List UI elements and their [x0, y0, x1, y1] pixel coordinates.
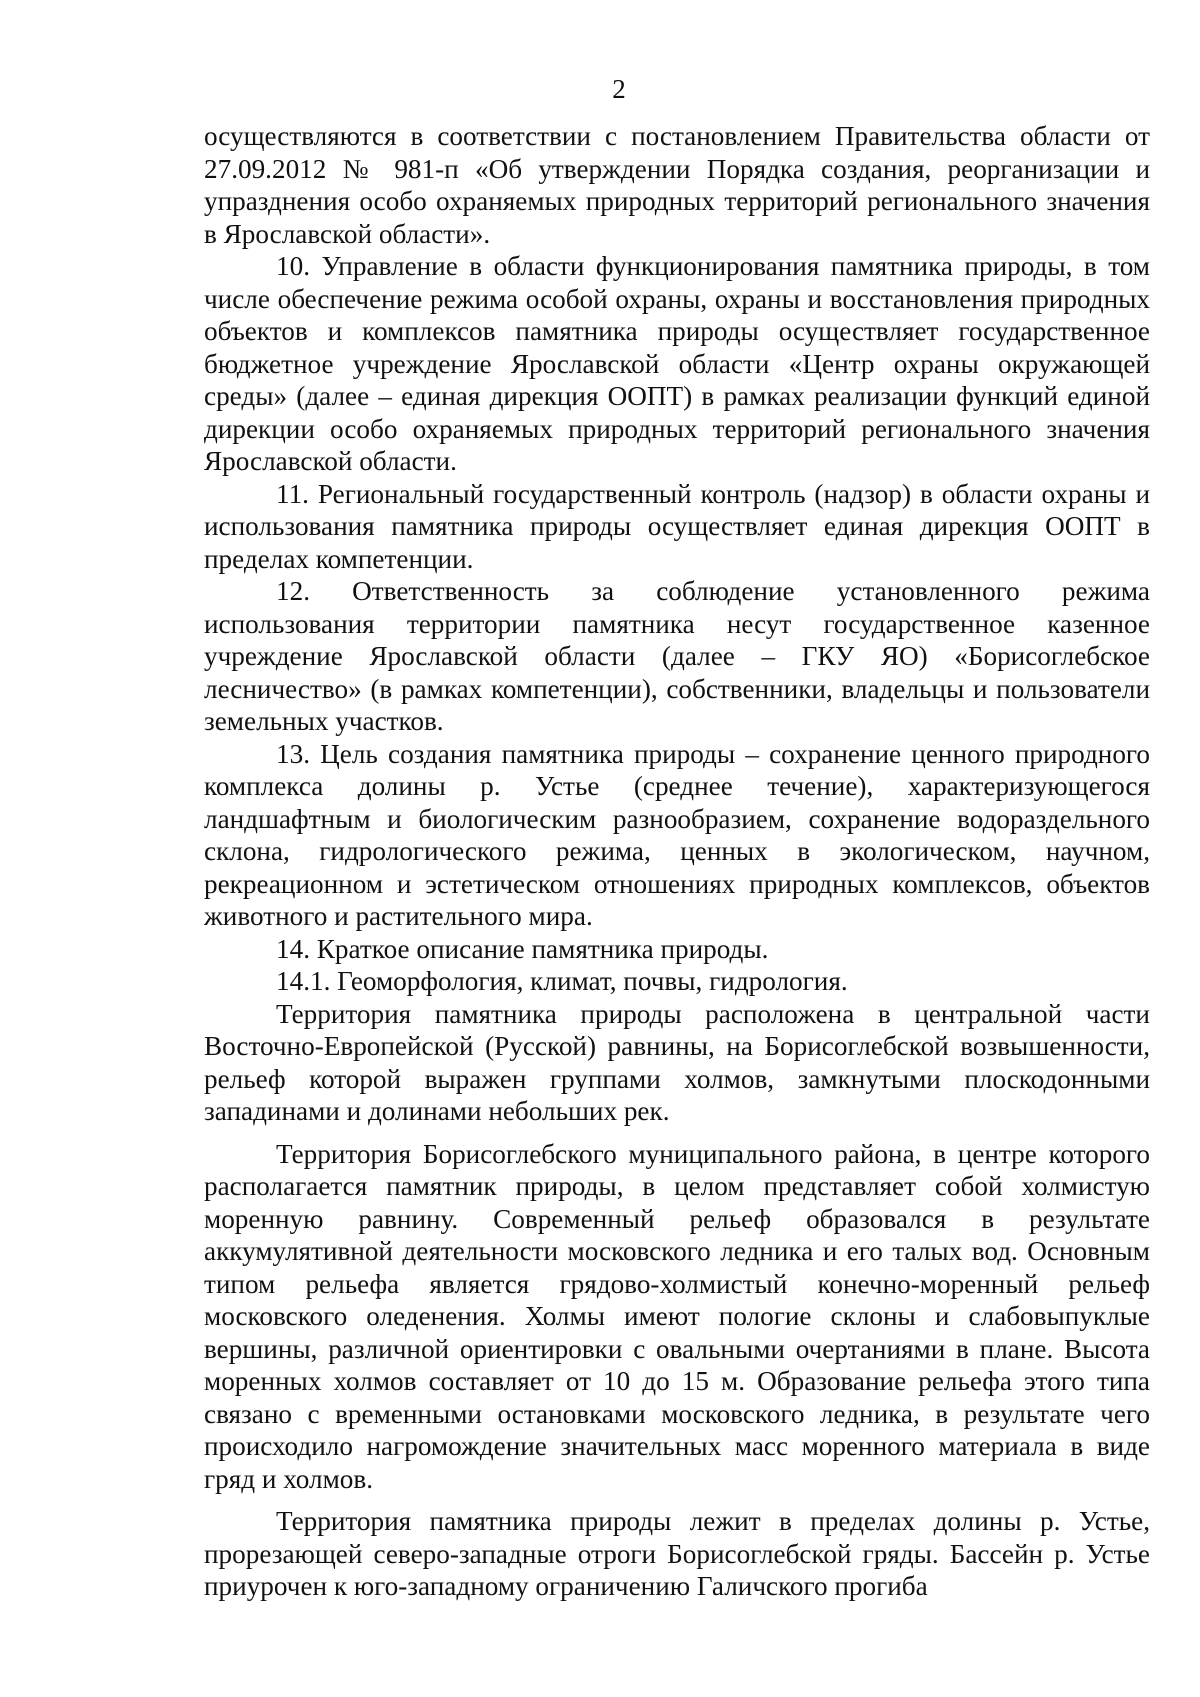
paragraph-11-control: 11. Региональный государственный контроль (надзор) в области охраны и использования памятника природы осуществляет единая дирекция ООПТ в пределах компетенции. [204, 478, 1150, 574]
paragraph-13-purpose: 13. Цель создания памятника природы – сохранение ценного природного комплекса долины р. Устье (среднее течение), характеризующегося ландшафтным и биологическим разнообразием, сохранение водораздельного склона, гидрологического режима, ценных в экологическом, научном, рекреационном и эстетическом отношениях природных комплексов, объектов животного и растительного мира. [204, 738, 1150, 931]
page-number: 2 [612, 74, 626, 104]
paragraph-10-management: 10. Управление в области функционирования памятника природы, в том числе обеспечение режима особой охраны, охраны и восстановления природных объектов и комплексов памятника природы осуществляет государственное бюджетное учреждение Ярославской области «Центр охраны окружающей среды» (далее – единая дирекция ООПТ) в рамках реализации функций единой дирекции особо охраняемых природных территорий регионального значения Ярославской области. [204, 251, 1150, 476]
paragraph-territory-location: Территория памятника природы расположена в центральной части Восточно-Европейской (Русской) равнины, на Борисоглебской возвышенности, рельеф которой выражен группами холмов, замкнутыми плоскодонными западинами и долинами небольших рек. [204, 998, 1150, 1126]
paragraph-12-responsibility: 12. Ответственность за соблюдение установленного режима использования территории памятника несут государственное казенное учреждение Ярославской области (далее – ГКУ ЯО) «Борисоглебское лесничество» (в рамках компетенции), собственники, владельцы и пользователи земельных участков. [204, 576, 1150, 736]
paragraph-14-description: 14. Краткое описание памятника природы. [276, 933, 769, 964]
document-body [204, 120, 1150, 1603]
paragraph-district-relief: Территория Борисоглебского муниципального района, в центре которого располагается памятник природы, в целом представляет собой холмистую моренную равнину. Современный рельеф образовался в результате аккумулятивной деятельности московского ледника и его талых вод. Основным типом рельефа является грядово-холмистый конечно-моренный рельеф московского оледенения. Холмы имеют пологие склоны и слабовыпуклые вершины, различной ориентировки с овальными очертаниями в плане. Высота моренных холмов составляет от 10 до 15 м. Образование рельефа этого типа связано с временными остановками московского ледника, в результате чего происходило нагромождение значительных масс моренного материала в виде гряд и холмов. [204, 1138, 1150, 1494]
paragraph-14-1-geomorphology: 14.1. Геоморфология, климат, почвы, гидрология. [276, 966, 848, 996]
paragraph-river-valley: Территория памятника природы лежит в пределах долины р. Устье, прорезающей северо-западные отроги Борисоглебской гряды. Бассейн р. Устье приурочен к юго-западному ограничению Галичского прогиба [204, 1506, 1150, 1601]
paragraph-continuation: осуществляются в соответствии с постановлением Правительства области от 27.09.2012 № 981-п «Об утверждении Порядка создания, реорганизации и упразднения особо охраняемых природных территорий регионального значения в Ярославской области». [204, 121, 1150, 249]
